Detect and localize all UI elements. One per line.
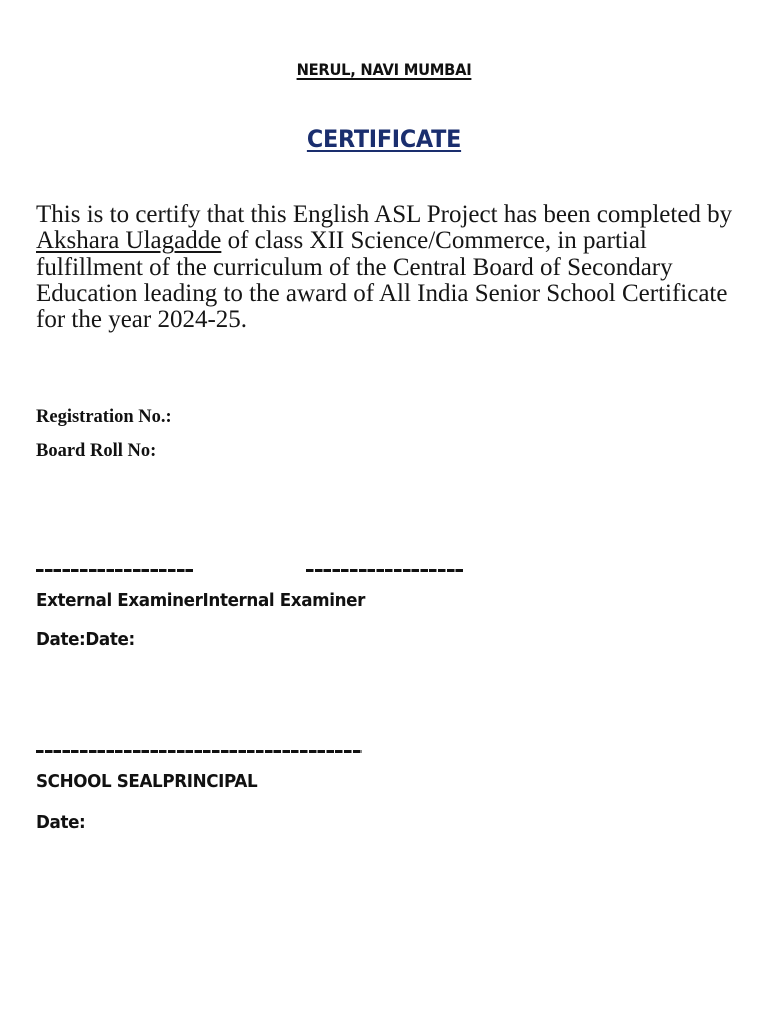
certificate-body (36, 202, 736, 333)
certificate-title: CERTIFICATE (306, 125, 462, 153)
examiners-date-label: Date:Date: (36, 629, 135, 650)
school-location: NERUL, NAVI MUMBAI (296, 60, 472, 79)
board-roll-number-label: Board Roll No: (36, 441, 157, 461)
registration-number-label: Registration No.: (36, 407, 172, 427)
body-text-before-name: This is to certify that this English ASL Project has been completed by (36, 201, 733, 228)
student-name: Akshara Ulagadde (36, 227, 222, 255)
external-examiner-signature-line (36, 569, 194, 572)
principal-signature-line (36, 750, 362, 753)
school-seal-principal-label: SCHOOL SEALPRINCIPAL (36, 771, 258, 792)
internal-examiner-signature-line (306, 569, 464, 572)
principal-date-label: Date: (36, 812, 86, 833)
body-text-after-name: of class XII Science/Commerce, in partial fulfillment of the curriculum of the Central Board of Secondary Education leading to the award of All India Senior School Certificate for the year 2024-25. (36, 227, 728, 334)
examiners-label: External ExaminerInternal Examiner (36, 590, 365, 611)
